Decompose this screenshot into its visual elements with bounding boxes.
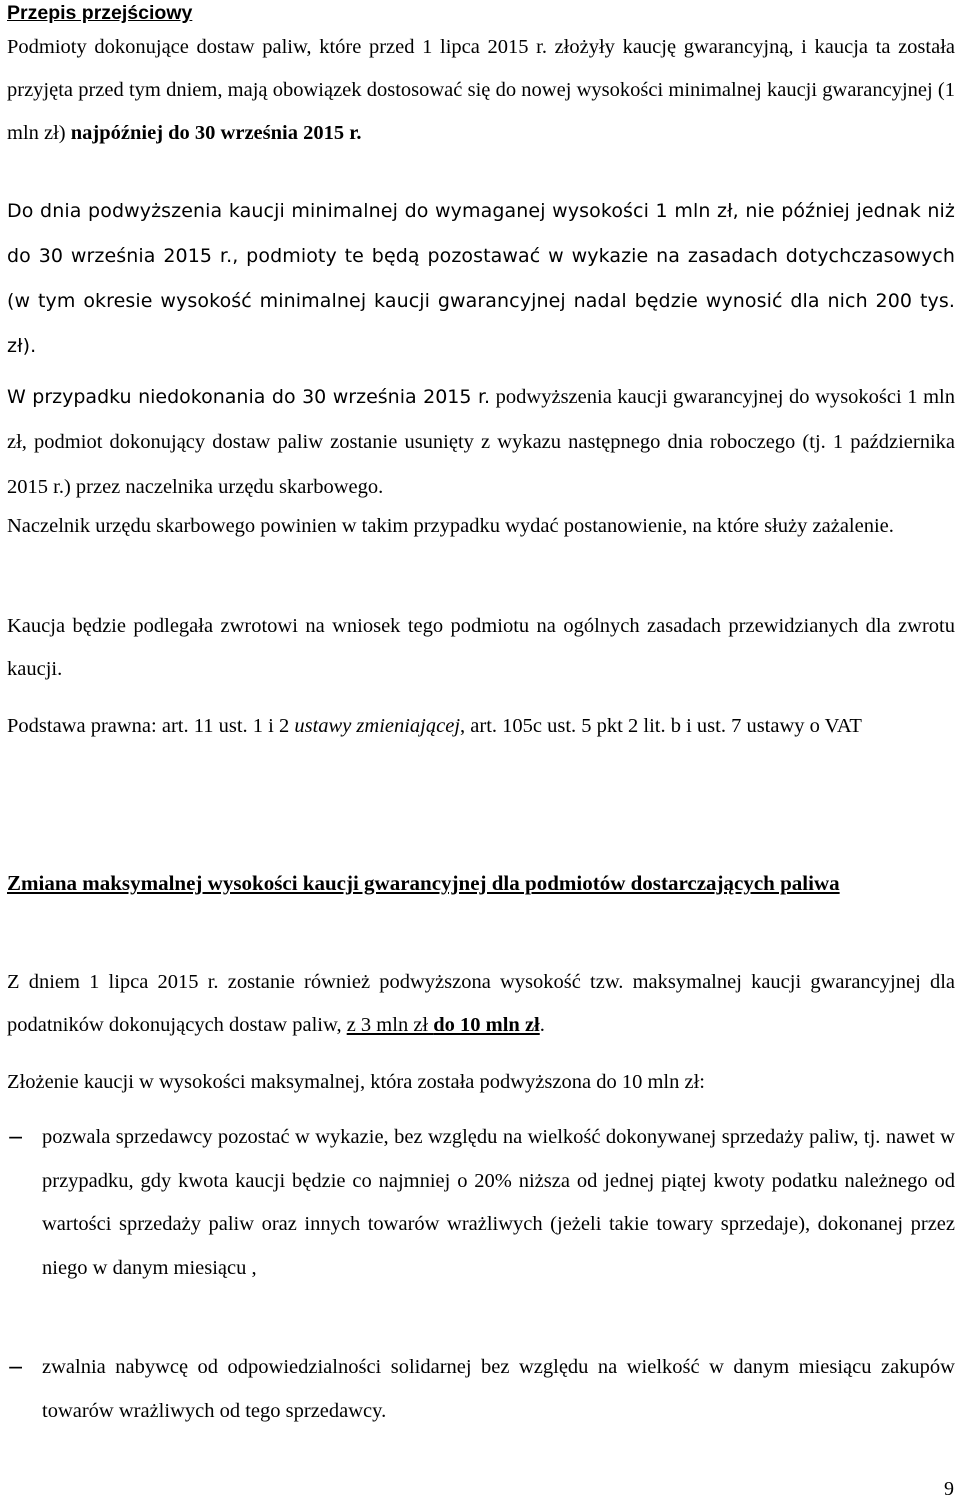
section-heading-max-deposit: Zmiana maksymalnej wysokości kaucji gwarancyjnej dla podmiotów dostarczających paliwa	[7, 871, 840, 895]
paragraph-transitional-intro	[7, 26, 955, 155]
deadline-bold: najpóźniej do 30 września 2015 r.	[70, 122, 362, 144]
section-heading-transitional: Przepis przejściowy	[7, 2, 193, 24]
legal-basis-suffix: , art. 105c ust. 5 pkt 2 lit. b i ust. 7 ustawy o VAT	[460, 715, 862, 737]
paragraph-text-serif: podwyższenia kaucji gwarancyjnej do wysokości 1 mln zł, podmiot dokonujący dostaw paliw zostanie usunięty z wykazu następnego dnia roboczego (tj. 1 października 2015 r.) przez naczelnika urzędu skarbowego.	[7, 386, 956, 498]
list-item-text: pozwala sprzedawcy pozostać w wykazie, bez względu na wielkość dokonywanej sprzedaży paliw, tj. nawet w przypadku, gdy kwota kaucji będzie co najmniej o 20% niższa od jednej piątej kwoty podatku należnego od wartości sprzedaży paliw oraz innych towarów wrażliwych (jeżeli takie towary sprzedaje), dokonanej przez niego w danym miesiącu ,	[42, 1126, 955, 1279]
paragraph-max-deposit-effects: Złożenie kaucji w wysokości maksymalnej, która została podwyższona do 10 mln zł:	[7, 1071, 705, 1093]
amount-to-underlined-bold: do 10 mln zł	[433, 1014, 540, 1036]
list-item-text: zwalnia nabywcę od odpowiedzialności solidarnej bez względu na wielkość w danym miesiącu zakupów towarów wrażliwych od tego sprzedawcy.	[42, 1356, 955, 1422]
paragraph-until-increase	[7, 189, 955, 369]
page-number: 9	[944, 1478, 954, 1500]
paragraph-legal-basis	[7, 705, 955, 748]
paragraph-text: Podmioty dokonujące dostaw paliw, które przed 1 lipca 2015 r. złożyły kaucję gwarancyjną, i kaucja ta została przyjęta przed tym dniem, mają obowiązek dostosować się do nowej wysokości minimalnej kaucji gwarancyjnej (1 mln zł)	[7, 36, 955, 144]
paragraph-end: .	[539, 1014, 545, 1036]
legal-basis-prefix: Podstawa prawna: art. 11 ust. 1 i 2	[7, 715, 295, 737]
paragraph-text-continued: , podmioty te będą pozostawać w wykazie na zasadach dotychczasowych (w tym okresie wysokość minimalnej kaucji gwarancyjnej nadal będzie wynosić dla nich 200 tys. zł).	[7, 245, 956, 357]
paragraph-text-sans: W przypadku niedokonania do 30 września 2015 r.	[7, 386, 491, 408]
paragraph-removal	[7, 375, 955, 510]
legal-basis-italic: ustawy zmieniającej	[294, 715, 461, 737]
dash-bullet-icon: −	[7, 1125, 25, 1149]
paragraph-text-sans: Do dnia podwyższenia kaucji minimalnej do wymaganej wysokości 1 mln zł, nie później jednak niż do 30 września 2015 r.	[7, 200, 955, 267]
paragraph-max-deposit-increase	[7, 961, 955, 1047]
paragraph-refund: Kaucja będzie podlegała zwrotowi na wniosek tego podmiotu na ogólnych zasadach przewidzianych dla zwrotu kaucji.	[7, 615, 955, 680]
paragraph-text: Z dniem 1 lipca 2015 r. zostanie również podwyższona wysokość tzw. maksymalnej kaucji gwarancyjnej dla podatników dokonujących dostaw paliw,	[7, 971, 955, 1036]
paragraph-decision: Naczelnik urzędu skarbowego powinien w takim przypadku wydać postanowienie, na które służy zażalenie.	[7, 515, 894, 537]
dash-bullet-icon: −	[7, 1355, 25, 1379]
amount-from-underlined: z 3 mln zł	[346, 1014, 434, 1036]
